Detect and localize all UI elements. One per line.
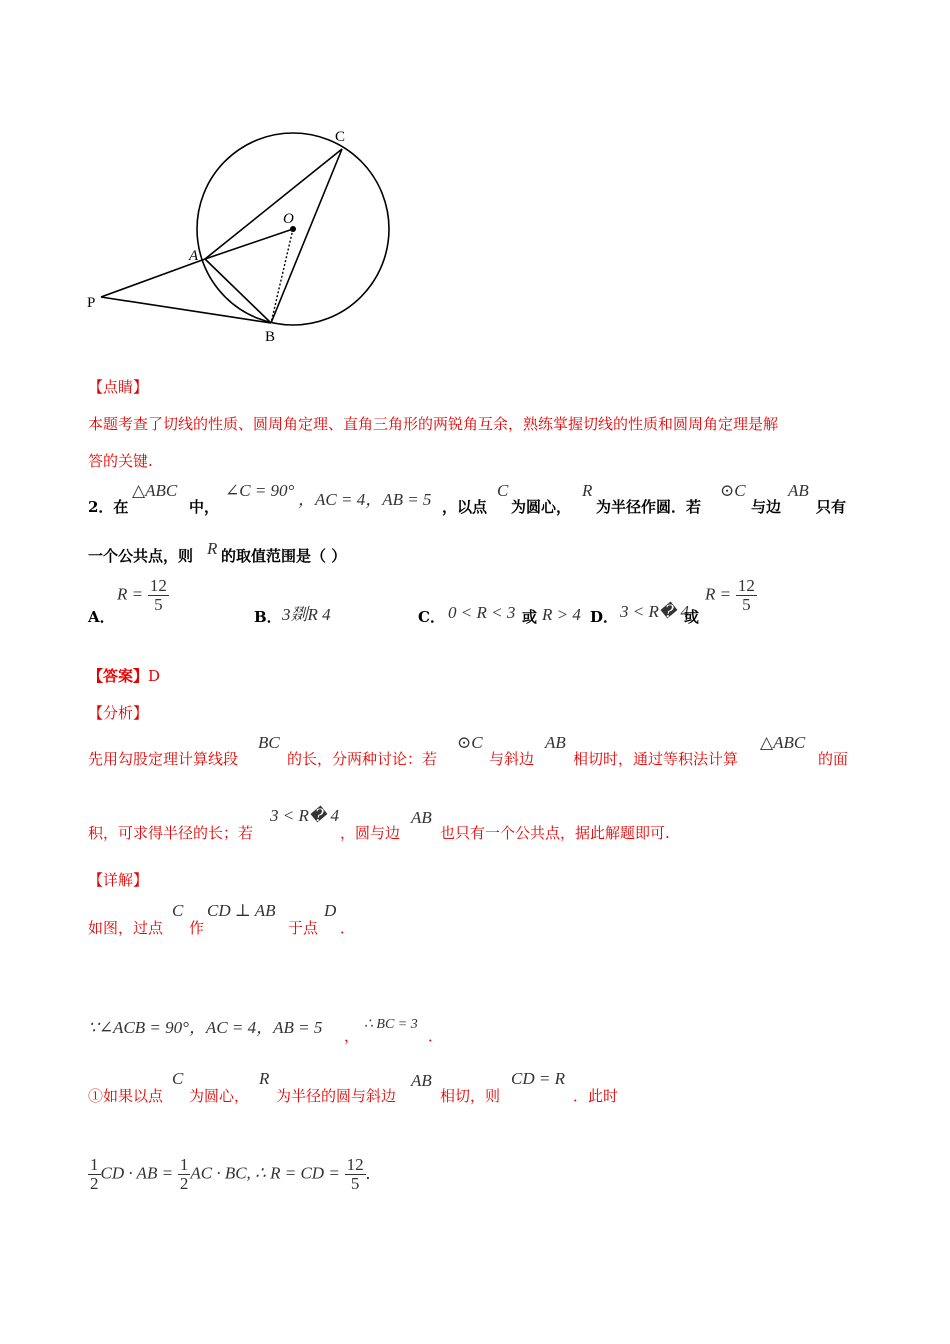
- math-triangle-abc: △ABC: [132, 481, 178, 500]
- option-c-or: 或: [522, 608, 538, 626]
- label-o: O: [283, 211, 294, 227]
- line-ao: [205, 229, 293, 259]
- detail-text: 相切，则: [440, 1087, 501, 1105]
- circle-tangent-figure: [80, 120, 400, 350]
- math-angle-c: ∠C = 90°: [225, 481, 295, 500]
- math-cd-eq-r: CD = R: [511, 1069, 565, 1088]
- math-c: C: [172, 901, 184, 920]
- answer-value: D: [148, 667, 161, 685]
- math-r-range: 3 < R� 4: [270, 806, 340, 825]
- math-d: D: [324, 901, 337, 920]
- option-a-lhs: R =: [117, 584, 144, 604]
- detail-text: ．: [428, 1027, 444, 1045]
- detail-text: 如图，过点: [88, 919, 164, 937]
- analysis-text: 与斜边: [489, 750, 535, 768]
- option-d-fraction: $\frac{12}{5}$: [737, 576, 755, 614]
- detail-heading: 【详解】: [88, 871, 149, 889]
- analysis-text: 先用勾股定理计算线段: [88, 750, 239, 768]
- detail-end: ．: [365, 1164, 381, 1183]
- fraction-half: $\frac{1}{2}$: [179, 1155, 189, 1193]
- analysis-text: 也只有一个公共点，据此解题即可.: [440, 824, 670, 842]
- detail-text: 于点: [288, 919, 319, 937]
- math-circle-c: ⊙C: [720, 481, 746, 500]
- math-area-equation: [88, 1156, 381, 1193]
- analysis-text: 相切时，通过等积法计算: [573, 750, 739, 768]
- detail-text: ．此时: [573, 1087, 619, 1105]
- option-d-lhs: R =: [705, 584, 732, 604]
- math-r: R: [259, 1069, 270, 1088]
- line-ac: [205, 149, 342, 259]
- option-a-label: A．: [88, 608, 115, 626]
- detail-text: 为圆心，: [189, 1087, 250, 1105]
- analysis-text: ，圆与边: [340, 824, 401, 842]
- fraction-half: $\frac{1}{2}$: [90, 1155, 99, 1193]
- math-ab: AB: [545, 733, 566, 752]
- detail-text: ，: [344, 1027, 360, 1045]
- math-bc: BC: [258, 733, 280, 752]
- option-d-or: 或: [684, 608, 700, 626]
- option-b-label: B．: [254, 608, 282, 626]
- detail-text: ．: [340, 919, 356, 937]
- question-text: ，以点: [442, 498, 488, 516]
- label-p: P: [87, 295, 96, 311]
- math-circle-c: ⊙C: [457, 733, 483, 752]
- math-c: C: [497, 481, 509, 500]
- question-text: 中，: [189, 498, 220, 516]
- math-part: CD · AB =: [100, 1163, 174, 1183]
- detail-text: ①如果以点: [88, 1087, 164, 1105]
- analysis-text: 积，可求得半径的长；若: [88, 824, 254, 842]
- math-ab: AB: [411, 808, 432, 827]
- question-text: 只有: [816, 498, 847, 516]
- option-c-expr2: R > 4: [542, 605, 581, 624]
- option-a-fraction: $\frac{12}{5}$: [149, 576, 167, 614]
- math-c: C: [172, 1069, 184, 1088]
- line-pa: [101, 259, 205, 297]
- label-c: C: [335, 129, 346, 145]
- question-text: 与边: [751, 498, 782, 516]
- math-r: R: [582, 481, 593, 500]
- fraction-12-5: $\frac{12}{5}$: [346, 1155, 364, 1193]
- option-d-label: D．: [590, 608, 619, 626]
- option-c-label: C．: [418, 608, 445, 626]
- question-text: 为圆心，: [511, 498, 572, 516]
- line-pb: [101, 297, 271, 323]
- line-bc: [271, 149, 342, 323]
- option-a-expr: [117, 577, 169, 614]
- question-number: 2．在: [88, 498, 129, 516]
- option-d-expr2: [705, 577, 757, 614]
- answer-row: [88, 665, 160, 686]
- math-r: R: [207, 539, 218, 558]
- option-b-expr: 3剟R 4: [282, 605, 331, 624]
- dianjing-heading: 【点睛】: [88, 378, 149, 396]
- label-b: B: [265, 329, 276, 345]
- option-d-expr: 3 < R� 4: [620, 602, 690, 621]
- detail-text: 作: [189, 919, 205, 937]
- dianjing-line-2: 答的关键.: [88, 452, 153, 470]
- math-ac-ab: ，AC = 4，AB = 5: [298, 490, 432, 509]
- label-a: A: [189, 248, 199, 264]
- detail-text: 为半径的圆与斜边: [276, 1087, 397, 1105]
- math-triangle-abc: △ABC: [760, 733, 806, 752]
- math-cd-perp-ab: CD ⊥ AB: [207, 901, 276, 920]
- dianjing-line-1: 本题考查了切线的性质、圆周角定理、直角三角形的两锐角互余，熟练掌握切线的性质和圆周角定理是解: [88, 415, 779, 433]
- analysis-text: 的面: [818, 750, 849, 768]
- math-bc-value: ∴ BC = 3: [364, 1017, 418, 1032]
- line-ab: [205, 259, 271, 323]
- math-given: ∵∠ACB = 90°，AC = 4，AB = 5: [88, 1018, 323, 1037]
- math-ab: AB: [788, 481, 809, 500]
- math-ab: AB: [411, 1071, 432, 1090]
- option-c-expr: 0 < R < 3: [448, 603, 516, 622]
- answer-heading: 【答案】: [88, 667, 149, 685]
- analysis-heading: 【分析】: [88, 704, 149, 722]
- math-part: AC · BC, ∴ R = CD =: [190, 1163, 340, 1183]
- question-text: 为半径作圆．若: [596, 498, 702, 516]
- analysis-text: 的长，分两种讨论：若: [287, 750, 438, 768]
- question-line-2: 一个公共点，则: [88, 547, 194, 565]
- question-line-2: 的取值范围是（ ）: [221, 547, 347, 565]
